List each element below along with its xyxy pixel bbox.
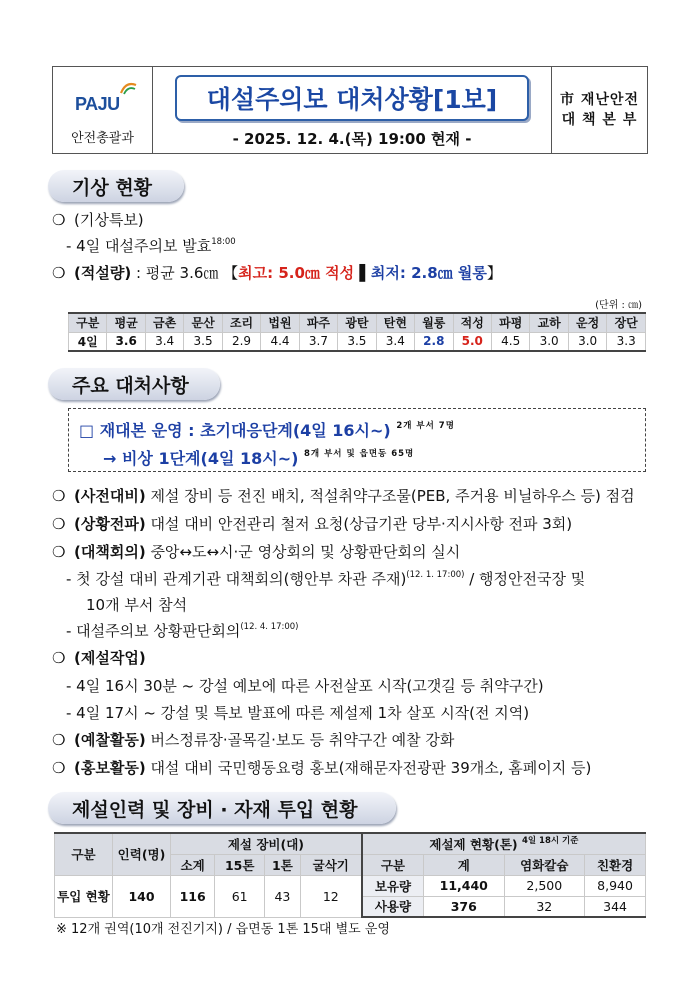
stock-total: 11,440	[424, 875, 504, 896]
bullet-icon: ❍	[52, 731, 66, 749]
table-cell: 3.5	[338, 332, 376, 351]
meeting-sub-1-cont: 10개 부서 참석	[86, 596, 188, 614]
table-cell: 4.5	[491, 332, 529, 351]
col-header: 적성	[453, 313, 491, 332]
item-text: 버스정류장·골목길·보도 등 취약구간 예찰 강화	[145, 731, 455, 749]
item-text: 중앙↔도↔시·군 영상회의 및 상황판단회의 실시	[145, 543, 461, 561]
bullet-icon: ❍	[52, 211, 66, 229]
equipment-15t: 61	[215, 875, 265, 917]
col-header: 광탄	[338, 313, 376, 332]
item-text: 대설 대비 안전관리 철저 요청(상급기관 당부·지시사항 전파 3회)	[145, 515, 573, 533]
table-cell: 3.3	[607, 332, 646, 351]
equipment-1t: 43	[265, 875, 301, 917]
col-header: 법원	[261, 313, 299, 332]
snow-removal-sub-1: - 4일 16시 30분 ~ 강설 예보에 따른 사전살포 시작(고갯길 등 취약구간)	[66, 677, 544, 695]
paju-logo	[75, 81, 135, 115]
response-item-promotion	[52, 757, 591, 778]
snowfall-header-row	[69, 313, 646, 332]
department-name: 안전총괄과	[71, 131, 134, 146]
material-header	[362, 833, 646, 854]
bullet-icon: ❍	[52, 759, 66, 777]
snowfall-average: : 평균 3.6㎝ 【	[131, 264, 239, 282]
col-header: 1톤	[265, 854, 301, 875]
advisory-heading: (기상특보)	[74, 211, 144, 229]
ops-line-1-text: □ 재대본 운영 : 초기대응단계(4일 16시~)	[79, 421, 391, 440]
advisory-detail	[66, 235, 236, 256]
footnote: ※ 12개 권역(10개 전진기지) / 읍면동 1톤 15대 별도 운영	[56, 922, 390, 937]
ops-line-2	[103, 446, 414, 469]
ops-line-2-text: → 비상 1단계(4일 18시~)	[103, 449, 299, 468]
col-header: 평균	[107, 313, 145, 332]
report-header	[52, 66, 648, 154]
page-title: 대설주의보 대처상황[1보]	[206, 85, 498, 114]
col-header: 굴삭기	[300, 854, 362, 875]
col-header: 소계	[171, 854, 215, 875]
response-item-snow-removal	[52, 647, 146, 668]
equipment-excavator: 12	[300, 875, 362, 917]
col-header: 친환경	[585, 854, 646, 875]
col-header: 장단	[607, 313, 646, 332]
resources-header-row-1	[55, 833, 646, 854]
meeting-sub-1	[66, 568, 585, 589]
operations-box	[68, 408, 646, 472]
used-calcium: 32	[504, 896, 585, 917]
sub-time: (12. 1. 17:00)	[406, 570, 465, 580]
snowfall-separator: ▌	[354, 264, 371, 282]
snow-table-unit: (단위 : ㎝)	[595, 300, 642, 311]
col-header: 조리	[222, 313, 260, 332]
table-cell: 3.4	[376, 332, 414, 351]
item-heading: (사전대비)	[74, 487, 146, 505]
col-header: 교하	[530, 313, 568, 332]
table-cell: 3.4	[145, 332, 183, 351]
item-heading: (홍보활동)	[74, 759, 146, 777]
weather-bullet-advisory	[52, 209, 144, 230]
table-cell: 4.4	[261, 332, 299, 351]
bullet-icon: ❍	[52, 515, 66, 533]
snowfall-heading: (적설량)	[74, 264, 132, 282]
equipment-header: 제설 장비(대)	[171, 833, 362, 854]
snowfall-min: 최저: 2.8㎝ 월롱	[370, 264, 487, 282]
advisory-time: 18:00	[211, 237, 236, 247]
used-total: 376	[424, 896, 504, 917]
col-header: 인력(명)	[113, 833, 171, 875]
col-header: 구분	[362, 854, 424, 875]
stock-label: 보유량	[362, 875, 424, 896]
table-cell: 3.5	[184, 332, 222, 351]
logo-text: PAJU	[75, 94, 120, 114]
sub-time: (12. 4. 17:00)	[240, 622, 299, 632]
bullet-icon: ❍	[52, 264, 66, 282]
col-header: 월롱	[415, 313, 453, 332]
col-header: 파주	[299, 313, 337, 332]
col-header: 계	[424, 854, 504, 875]
response-item-meeting	[52, 541, 460, 562]
title-box	[175, 75, 529, 121]
item-heading: (상황전파)	[74, 515, 146, 533]
col-header: 염화칼슘	[504, 854, 585, 875]
bullet-icon: ❍	[52, 543, 66, 561]
material-header-text: 제설제 현황(톤)	[429, 837, 518, 853]
snowfall-max: 최고: 5.0㎝ 적성	[238, 264, 355, 282]
table-cell-min: 2.8	[415, 332, 453, 351]
material-asof: 4일 18시 기준	[521, 836, 579, 847]
response-item-dissemination	[52, 513, 572, 534]
sub-text-tail: / 행정안전국장 및	[464, 570, 586, 588]
ops-line-1	[79, 418, 455, 441]
item-text: 대설 대비 국민행동요령 홍보(재해문자전광판 39개소, 홈페이지 등)	[145, 759, 592, 777]
col-header: 문산	[184, 313, 222, 332]
response-item-prep	[52, 485, 635, 506]
table-cell: 3.0	[530, 332, 568, 351]
table-cell: 3.0	[568, 332, 606, 351]
snowfall-data-row	[69, 332, 646, 351]
col-header: 구분	[69, 313, 107, 332]
col-header: 금촌	[145, 313, 183, 332]
col-header: 파평	[491, 313, 529, 332]
response-item-patrol	[52, 729, 454, 750]
section-response-heading: 주요 대처사항	[48, 368, 220, 400]
resources-table	[54, 832, 646, 918]
stock-calcium: 2,500	[504, 875, 585, 896]
item-heading: (대책회의)	[74, 543, 146, 561]
row-label: 투입 현황	[55, 875, 113, 917]
org-line-2: 대 책 본 부	[561, 112, 638, 128]
header-org-cell	[551, 67, 647, 153]
resources-row-stock	[55, 875, 646, 896]
section-resources-heading: 제설인력 및 장비 · 자재 투입 현황	[48, 792, 396, 824]
used-eco: 344	[585, 896, 646, 917]
meeting-sub-2	[66, 620, 299, 641]
used-label: 사용량	[362, 896, 424, 917]
report-datetime: - 2025. 12. 4.(목) 19:00 현재 -	[232, 130, 472, 148]
item-heading: (제설작업)	[74, 649, 146, 667]
snowfall-table	[68, 312, 646, 352]
snowfall-end: 】	[486, 264, 502, 282]
header-left-cell	[53, 67, 153, 153]
ops-line-1-tag: 2개 부서 7명	[396, 421, 455, 431]
sub-text: - 첫 강설 대비 관계기관 대책회의(행안부 차관 주재)	[66, 570, 407, 588]
weather-bullet-snowfall	[52, 262, 502, 283]
advisory-detail-text: - 4일 대설주의보 발효	[66, 237, 212, 255]
item-heading: (예찰활동)	[74, 731, 146, 749]
table-cell: 3.6	[107, 332, 145, 351]
col-header: 구분	[55, 833, 113, 875]
equipment-subtotal: 116	[171, 875, 215, 917]
stock-eco: 8,940	[585, 875, 646, 896]
row-label: 4일	[69, 332, 107, 351]
col-header: 15톤	[215, 854, 265, 875]
bullet-icon: ❍	[52, 649, 66, 667]
table-cell: 2.9	[222, 332, 260, 351]
table-cell-max: 5.0	[453, 332, 491, 351]
personnel-count: 140	[113, 875, 171, 917]
paju-logo-mark-icon	[119, 81, 137, 95]
col-header: 탄현	[376, 313, 414, 332]
section-weather-heading: 기상 현황	[48, 170, 184, 202]
org-line-1: 市 재난안전	[560, 92, 639, 108]
sub-text: - 대설주의보 상황판단회의	[66, 622, 241, 640]
col-header: 운정	[568, 313, 606, 332]
snow-removal-sub-2: - 4일 17시 ~ 강설 및 특보 발표에 따른 제설제 1차 살포 시작(전 지역)	[66, 704, 530, 722]
header-title-cell	[153, 67, 551, 153]
item-text: 제설 장비 등 전진 배치, 적설취약구조물(PEB, 주거용 비닐하우스 등) 점검	[145, 487, 635, 505]
ops-line-2-tag: 8개 부서 및 읍면동 65명	[304, 449, 415, 459]
bullet-icon: ❍	[52, 487, 66, 505]
table-cell: 3.7	[299, 332, 337, 351]
